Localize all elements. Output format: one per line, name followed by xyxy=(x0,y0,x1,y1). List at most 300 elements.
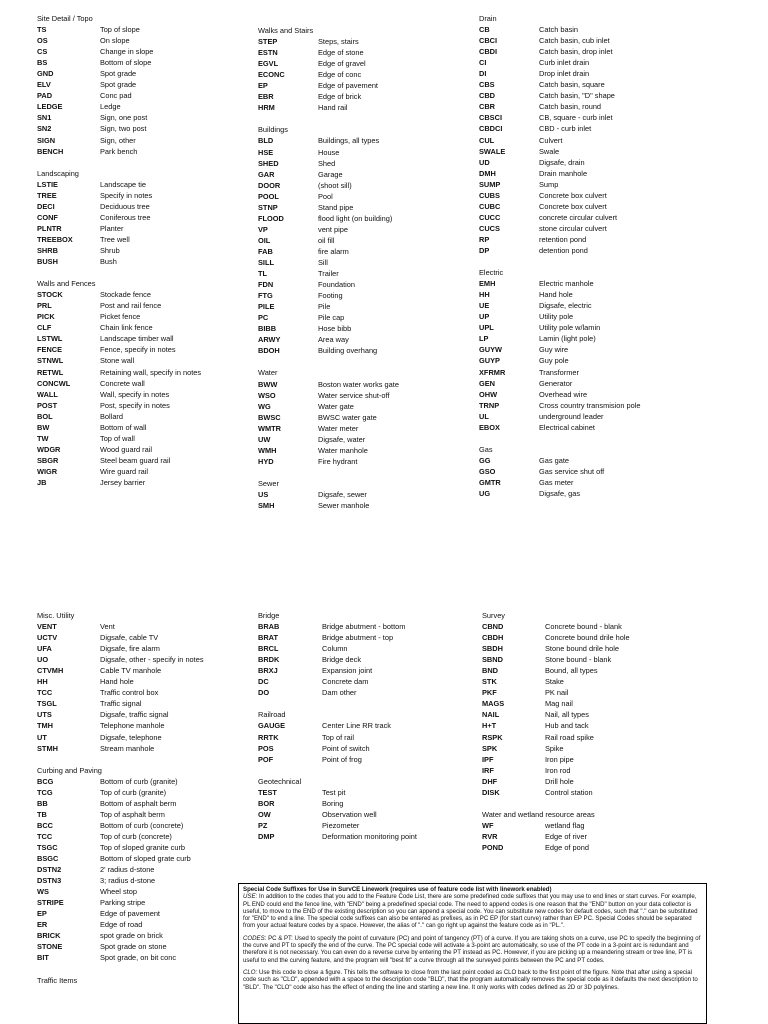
section-gap xyxy=(37,754,237,765)
feature-code: UPL xyxy=(479,323,494,333)
code-description: Specify in notes xyxy=(100,190,153,200)
feature-code: TREEBOX xyxy=(37,234,73,244)
feature-code: PICK xyxy=(37,312,55,322)
code-row xyxy=(37,311,247,322)
feature-code: TB xyxy=(37,809,47,819)
feature-code: LP xyxy=(479,334,489,344)
section-gap xyxy=(479,433,709,444)
code-description: Pool xyxy=(318,191,333,201)
feature-code: GAUGE xyxy=(258,721,286,731)
code-row xyxy=(258,246,473,257)
code-description: spot grade on brick xyxy=(100,931,163,941)
code-row xyxy=(482,743,712,754)
feature-code: CB xyxy=(479,25,490,35)
code-description: Gas service shut off xyxy=(539,466,605,476)
section-gap xyxy=(258,467,473,478)
code-description: Bottom of slope xyxy=(100,58,152,68)
feature-code: OIL xyxy=(258,235,271,245)
feature-code: BRCL xyxy=(258,644,279,654)
feature-code: CTVMH xyxy=(37,666,64,676)
feature-code: RRTK xyxy=(258,732,279,742)
feature-code: TL xyxy=(258,269,268,279)
code-description: Guy wire xyxy=(539,345,569,355)
feature-code: DSTN2 xyxy=(37,865,62,875)
code-description: Control station xyxy=(545,787,593,797)
code-row xyxy=(37,720,237,731)
section-title: Gas xyxy=(479,444,493,454)
feature-code: STMH xyxy=(37,743,58,753)
feature-code: POOL xyxy=(258,191,279,201)
code-description: Bottom of curb (granite) xyxy=(100,776,178,786)
code-description: wetland flag xyxy=(545,820,585,830)
code-row xyxy=(37,389,247,400)
section-title: Water and wetland resource areas xyxy=(482,809,595,819)
feature-code: GG xyxy=(479,455,491,465)
feature-code: UT xyxy=(37,732,47,742)
code-row xyxy=(479,411,709,422)
section-stairs xyxy=(258,25,473,113)
feature-code: GAR xyxy=(258,169,275,179)
code-description: Edge of gravel xyxy=(318,59,366,69)
section-electric xyxy=(479,267,709,433)
feature-code: RETWL xyxy=(37,367,64,377)
feature-code: PLNTR xyxy=(37,223,62,233)
code-description: Change in slope xyxy=(100,47,154,57)
code-description: Conc pad xyxy=(100,91,132,101)
code-description: Chain link fence xyxy=(100,323,153,333)
code-description: Nail, all types xyxy=(545,710,589,720)
code-description: Spot grade xyxy=(100,69,137,79)
column-1 xyxy=(37,13,247,488)
notes-text: PC & PT: Used to specify the point of curvature (PC) and point of tangency (PT) of a curve. If you are taking shots on a curve, use PC to specify the beginning of the curve and PT to specify the end of the curve. The PC special code will activate a 3-point arc automatically, so use of the PT code in a 3-point arc is redundant and therefore it is not necessary. You can even do a reverse curve by entering the PT instead as PC. However, if you are picking up a meandering stream or tree line, PT is useful to end the curving feature, and the program will "best fit" a curve through all the surveyed points between the PC and PT codes. xyxy=(243,934,701,964)
code-description: Retaining wall, specify in notes xyxy=(100,367,202,377)
feature-code: ECONC xyxy=(258,70,285,80)
code-row xyxy=(479,422,709,433)
feature-code: IRF xyxy=(482,765,494,775)
feature-code: UD xyxy=(479,157,490,167)
code-description: Wire guard rail xyxy=(100,466,149,476)
feature-code: CBDH xyxy=(482,633,504,643)
code-row xyxy=(482,787,712,798)
code-description: Curb inlet drain xyxy=(539,58,590,68)
feature-code: TMH xyxy=(37,721,54,731)
code-description: Spot grade on stone xyxy=(100,942,167,952)
feature-code: US xyxy=(258,489,269,499)
feature-code: SILL xyxy=(258,257,275,267)
code-row xyxy=(479,333,709,344)
code-row xyxy=(37,333,247,344)
column-3 xyxy=(479,13,709,499)
notes-label: CLO: xyxy=(243,968,258,976)
code-row xyxy=(37,643,237,654)
code-description: Hand rail xyxy=(318,103,348,113)
code-description: Shed xyxy=(318,158,336,168)
section-traffic xyxy=(37,975,237,986)
feature-code: PAD xyxy=(37,91,53,101)
feature-code: DHF xyxy=(482,776,498,786)
feature-code: SMH xyxy=(258,501,275,511)
code-description: Post and rail fence xyxy=(100,301,162,311)
section-bridge xyxy=(258,610,473,698)
code-row xyxy=(258,820,473,831)
feature-code: NAIL xyxy=(482,710,500,720)
code-description: Bottom of sloped grate curb xyxy=(100,854,191,864)
code-description: oil fill xyxy=(318,235,335,245)
code-row xyxy=(479,289,709,300)
code-row xyxy=(258,445,473,456)
special-code-notes xyxy=(238,883,707,1024)
feature-code: DISK xyxy=(482,787,500,797)
code-description: Utility pole xyxy=(539,312,574,322)
code-row xyxy=(37,831,237,842)
code-description: Shrub xyxy=(100,245,120,255)
code-row xyxy=(479,179,709,190)
feature-code: BW xyxy=(37,422,50,432)
code-row xyxy=(37,809,237,820)
code-description: Planter xyxy=(100,223,124,233)
code-description: Footing xyxy=(318,291,343,301)
code-description: Sill xyxy=(318,257,328,267)
code-description: Concrete bound - blank xyxy=(545,622,622,632)
code-description: Steps, stairs xyxy=(318,37,359,47)
code-row xyxy=(258,643,473,654)
code-description: Boston water works gate xyxy=(318,379,399,389)
feature-code: GEN xyxy=(479,378,496,388)
code-description: Water gate xyxy=(318,401,354,411)
code-description: 3; radius d-stone xyxy=(100,876,156,886)
code-row xyxy=(37,732,237,743)
feature-code: CUCC xyxy=(479,212,501,222)
feature-code: UCTV xyxy=(37,633,58,643)
code-description: Sewer manhole xyxy=(318,501,370,511)
feature-code: BSGC xyxy=(37,854,59,864)
code-description: Stone wall xyxy=(100,356,135,366)
code-description: Stone bound drile hole xyxy=(545,644,619,654)
code-row xyxy=(258,147,473,158)
feature-code: STNP xyxy=(258,202,278,212)
feature-code: UO xyxy=(37,655,49,665)
code-description: Drill hole xyxy=(545,776,574,786)
feature-code: GUYW xyxy=(479,345,502,355)
code-description: Stone bound - blank xyxy=(545,655,612,665)
feature-code: HYD xyxy=(258,456,274,466)
code-row xyxy=(482,820,712,831)
feature-code: BUSH xyxy=(37,257,58,267)
feature-code: WSO xyxy=(258,390,276,400)
code-description: Stockade fence xyxy=(100,290,151,300)
feature-code: LEDGE xyxy=(37,102,63,112)
feature-code: WS xyxy=(37,887,49,897)
feature-code: EGVL xyxy=(258,59,279,69)
code-row xyxy=(479,146,709,157)
code-row xyxy=(258,312,473,323)
code-row xyxy=(37,300,247,311)
code-row xyxy=(37,68,247,79)
section-title: Misc. Utility xyxy=(37,611,75,620)
code-description: Transformer xyxy=(539,367,579,377)
code-description: Building overhang xyxy=(318,346,378,356)
code-description: Edge of pavement xyxy=(318,81,378,91)
feature-code: DECI xyxy=(37,201,55,211)
code-description: Traffic signal xyxy=(100,699,142,709)
code-row xyxy=(37,190,247,201)
section-site xyxy=(37,13,247,157)
section-title: Drain xyxy=(479,14,497,23)
code-description: Digsafe, electric xyxy=(539,301,592,311)
feature-code: TRNP xyxy=(479,400,500,410)
feature-code: DO xyxy=(258,688,270,698)
code-row xyxy=(37,632,237,643)
code-description: House xyxy=(318,147,340,157)
code-row xyxy=(37,57,247,68)
code-row xyxy=(37,245,247,256)
feature-code: CUL xyxy=(479,135,495,145)
feature-code: CI xyxy=(479,58,487,68)
feature-code: FAB xyxy=(258,246,273,256)
code-row xyxy=(258,654,473,665)
feature-code: UE xyxy=(479,301,490,311)
feature-code: CS xyxy=(37,47,48,57)
code-row xyxy=(37,422,247,433)
code-description: Bottom of asphalt berm xyxy=(100,798,177,808)
code-row xyxy=(37,24,247,35)
feature-code: EBR xyxy=(258,92,274,102)
code-description: Catch basin xyxy=(539,25,579,35)
code-row xyxy=(258,743,473,754)
section-title: Walls and Fences xyxy=(37,279,96,289)
feature-code: SHRB xyxy=(37,245,58,255)
code-description: Edge of pavement xyxy=(100,909,160,919)
notes-paragraph-clo xyxy=(243,969,702,991)
code-row xyxy=(479,322,709,333)
code-row xyxy=(479,46,709,57)
code-row xyxy=(258,831,473,842)
code-row xyxy=(258,809,473,820)
feature-code: WMH xyxy=(258,445,277,455)
code-row xyxy=(37,223,247,234)
feature-code: ELV xyxy=(37,80,51,90)
section-title: Water xyxy=(258,368,278,378)
feature-code: HSE xyxy=(258,147,274,157)
code-row xyxy=(37,853,237,864)
feature-code: STNWL xyxy=(37,356,64,366)
feature-code: PC xyxy=(258,313,269,323)
code-description: Edge of pond xyxy=(545,842,589,852)
feature-code: UL xyxy=(479,411,489,421)
feature-code: EP xyxy=(258,81,268,91)
code-row xyxy=(258,268,473,279)
code-row xyxy=(258,102,473,113)
feature-code: STK xyxy=(482,677,497,687)
feature-code: SBGR xyxy=(37,455,59,465)
code-description: Utility pole w/lamin xyxy=(539,323,601,333)
feature-code: CUCS xyxy=(479,223,500,233)
code-description: Bridge abutment - top xyxy=(322,633,394,643)
code-row xyxy=(37,864,237,875)
feature-code: CBDCI xyxy=(479,124,503,134)
code-row xyxy=(258,80,473,91)
feature-code: GUYP xyxy=(479,356,500,366)
section-sewer xyxy=(258,478,473,511)
feature-code: STRIPE xyxy=(37,898,64,908)
feature-code: UFA xyxy=(37,644,52,654)
code-description: Water service shut-off xyxy=(318,390,390,400)
feature-code: WIGR xyxy=(37,466,58,476)
code-row xyxy=(258,158,473,169)
section-gap xyxy=(482,798,712,809)
code-description: Digsafe, other - specify in notes xyxy=(100,655,204,665)
code-row xyxy=(479,400,709,411)
code-row xyxy=(479,223,709,234)
code-description: Expansion joint xyxy=(322,666,373,676)
feature-code: STOCK xyxy=(37,290,63,300)
code-description: Center Line RR track xyxy=(322,721,392,731)
feature-code: WDGR xyxy=(37,444,61,454)
code-row xyxy=(258,279,473,290)
feature-code: RP xyxy=(479,234,490,244)
code-description: Deciduous tree xyxy=(100,201,150,211)
code-description: Ledge xyxy=(100,102,121,112)
code-description: Observation well xyxy=(322,809,377,819)
section-gas xyxy=(479,444,709,499)
feature-code: EMH xyxy=(479,279,496,289)
code-description: Steel beam guard rail xyxy=(100,455,171,465)
notes-label: CODES: xyxy=(243,934,267,942)
code-row xyxy=(479,35,709,46)
code-row xyxy=(258,334,473,345)
code-description: Parking stripe xyxy=(100,898,146,908)
feature-code: BOR xyxy=(258,798,275,808)
feature-code: UP xyxy=(479,312,490,322)
code-description: Digsafe, gas xyxy=(539,489,581,499)
section-gap xyxy=(37,157,247,168)
code-description: underground leader xyxy=(539,411,604,421)
section-curbing xyxy=(37,765,237,964)
code-description: Dam other xyxy=(322,688,357,698)
code-description: Water manhole xyxy=(318,445,368,455)
code-row xyxy=(258,135,473,146)
code-description: Overhead wire xyxy=(539,389,588,399)
code-description: Wood guard rail xyxy=(100,444,153,454)
code-row xyxy=(258,202,473,213)
code-description: Top of rail xyxy=(322,732,355,742)
code-row xyxy=(37,46,247,57)
code-description: Landscape tie xyxy=(100,179,147,189)
code-row xyxy=(479,278,709,289)
code-row xyxy=(258,301,473,312)
code-row xyxy=(37,90,247,101)
code-description: Hand hole xyxy=(539,290,573,300)
code-description: Column xyxy=(322,644,348,654)
feature-code: DSTN3 xyxy=(37,876,62,886)
code-description: fire alarm xyxy=(318,246,349,256)
code-row xyxy=(482,720,712,731)
feature-code: BCC xyxy=(37,820,54,830)
feature-code: SHED xyxy=(258,158,279,168)
section-title: Site Detail / Topo xyxy=(37,14,93,23)
code-description: Mag nail xyxy=(545,699,573,709)
feature-code: PKF xyxy=(482,688,497,698)
code-description: Edge of conc xyxy=(318,70,362,80)
code-row xyxy=(37,322,247,333)
feature-code: TCC xyxy=(37,688,53,698)
code-description: Sign, two post xyxy=(100,124,147,134)
feature-code: POF xyxy=(258,754,274,764)
code-row xyxy=(37,820,237,831)
code-row xyxy=(479,212,709,223)
code-row xyxy=(37,101,247,112)
code-description: Digsafe, traffic signal xyxy=(100,710,169,720)
code-description: Top of curb (granite) xyxy=(100,787,167,797)
notes-paragraph-use xyxy=(243,893,702,929)
code-description: CB, square - curb inlet xyxy=(539,113,613,123)
code-description: Catch basin, drop inlet xyxy=(539,47,613,57)
section-railroad xyxy=(258,709,473,764)
feature-code: BRDK xyxy=(258,655,280,665)
code-row xyxy=(37,433,247,444)
code-row xyxy=(37,466,247,477)
code-description: Sign, other xyxy=(100,135,136,145)
code-description: (shoot sill) xyxy=(318,180,352,190)
code-description: Culvert xyxy=(539,135,563,145)
code-row xyxy=(258,58,473,69)
feature-code: UG xyxy=(479,489,491,499)
code-description: Park bench xyxy=(100,146,138,156)
code-row xyxy=(482,831,712,842)
code-description: Water meter xyxy=(318,423,359,433)
feature-code: XFRMR xyxy=(479,367,506,377)
code-description: On slope xyxy=(100,36,130,46)
code-description: retention pond xyxy=(539,234,587,244)
code-description: Post, specify in notes xyxy=(100,400,170,410)
code-description: Bollard xyxy=(100,411,124,421)
notes-title: Special Code Suffixes for Use in SurvCE Linework (requires use of feature code list with linework enabled) xyxy=(243,886,552,893)
feature-code: MAGS xyxy=(482,699,505,709)
feature-code: HRM xyxy=(258,103,275,113)
code-description: Top of sloped granite curb xyxy=(100,842,186,852)
feature-code: TW xyxy=(37,433,49,443)
code-row xyxy=(37,787,237,798)
section-drain xyxy=(479,13,709,256)
code-description: Digsafe, telephone xyxy=(100,732,162,742)
code-description: Wheel stop xyxy=(100,887,137,897)
code-description: Landscape timber wall xyxy=(100,334,174,344)
code-row xyxy=(258,456,473,467)
feature-code: DMP xyxy=(258,831,275,841)
code-row xyxy=(258,345,473,356)
code-row xyxy=(258,191,473,202)
section-title: Railroad xyxy=(258,710,286,720)
code-row xyxy=(482,754,712,765)
code-description: Electric manhole xyxy=(539,279,594,289)
code-row xyxy=(258,224,473,235)
section-title: Landscaping xyxy=(37,168,79,178)
code-description: Swale xyxy=(539,146,560,156)
section-gap xyxy=(37,267,247,278)
code-row xyxy=(258,47,473,58)
code-description: Drop inlet drain xyxy=(539,69,590,79)
code-row xyxy=(37,875,237,886)
feature-code: LSTWL xyxy=(37,334,63,344)
feature-code: BS xyxy=(37,58,48,68)
code-description: detention pond xyxy=(539,245,588,255)
code-row xyxy=(37,444,247,455)
feature-code: SIGN xyxy=(37,135,56,145)
code-description: Sump xyxy=(539,179,559,189)
feature-code: RSPK xyxy=(482,732,503,742)
code-description: Generator xyxy=(539,378,573,388)
code-description: Cable TV manhole xyxy=(100,666,162,676)
